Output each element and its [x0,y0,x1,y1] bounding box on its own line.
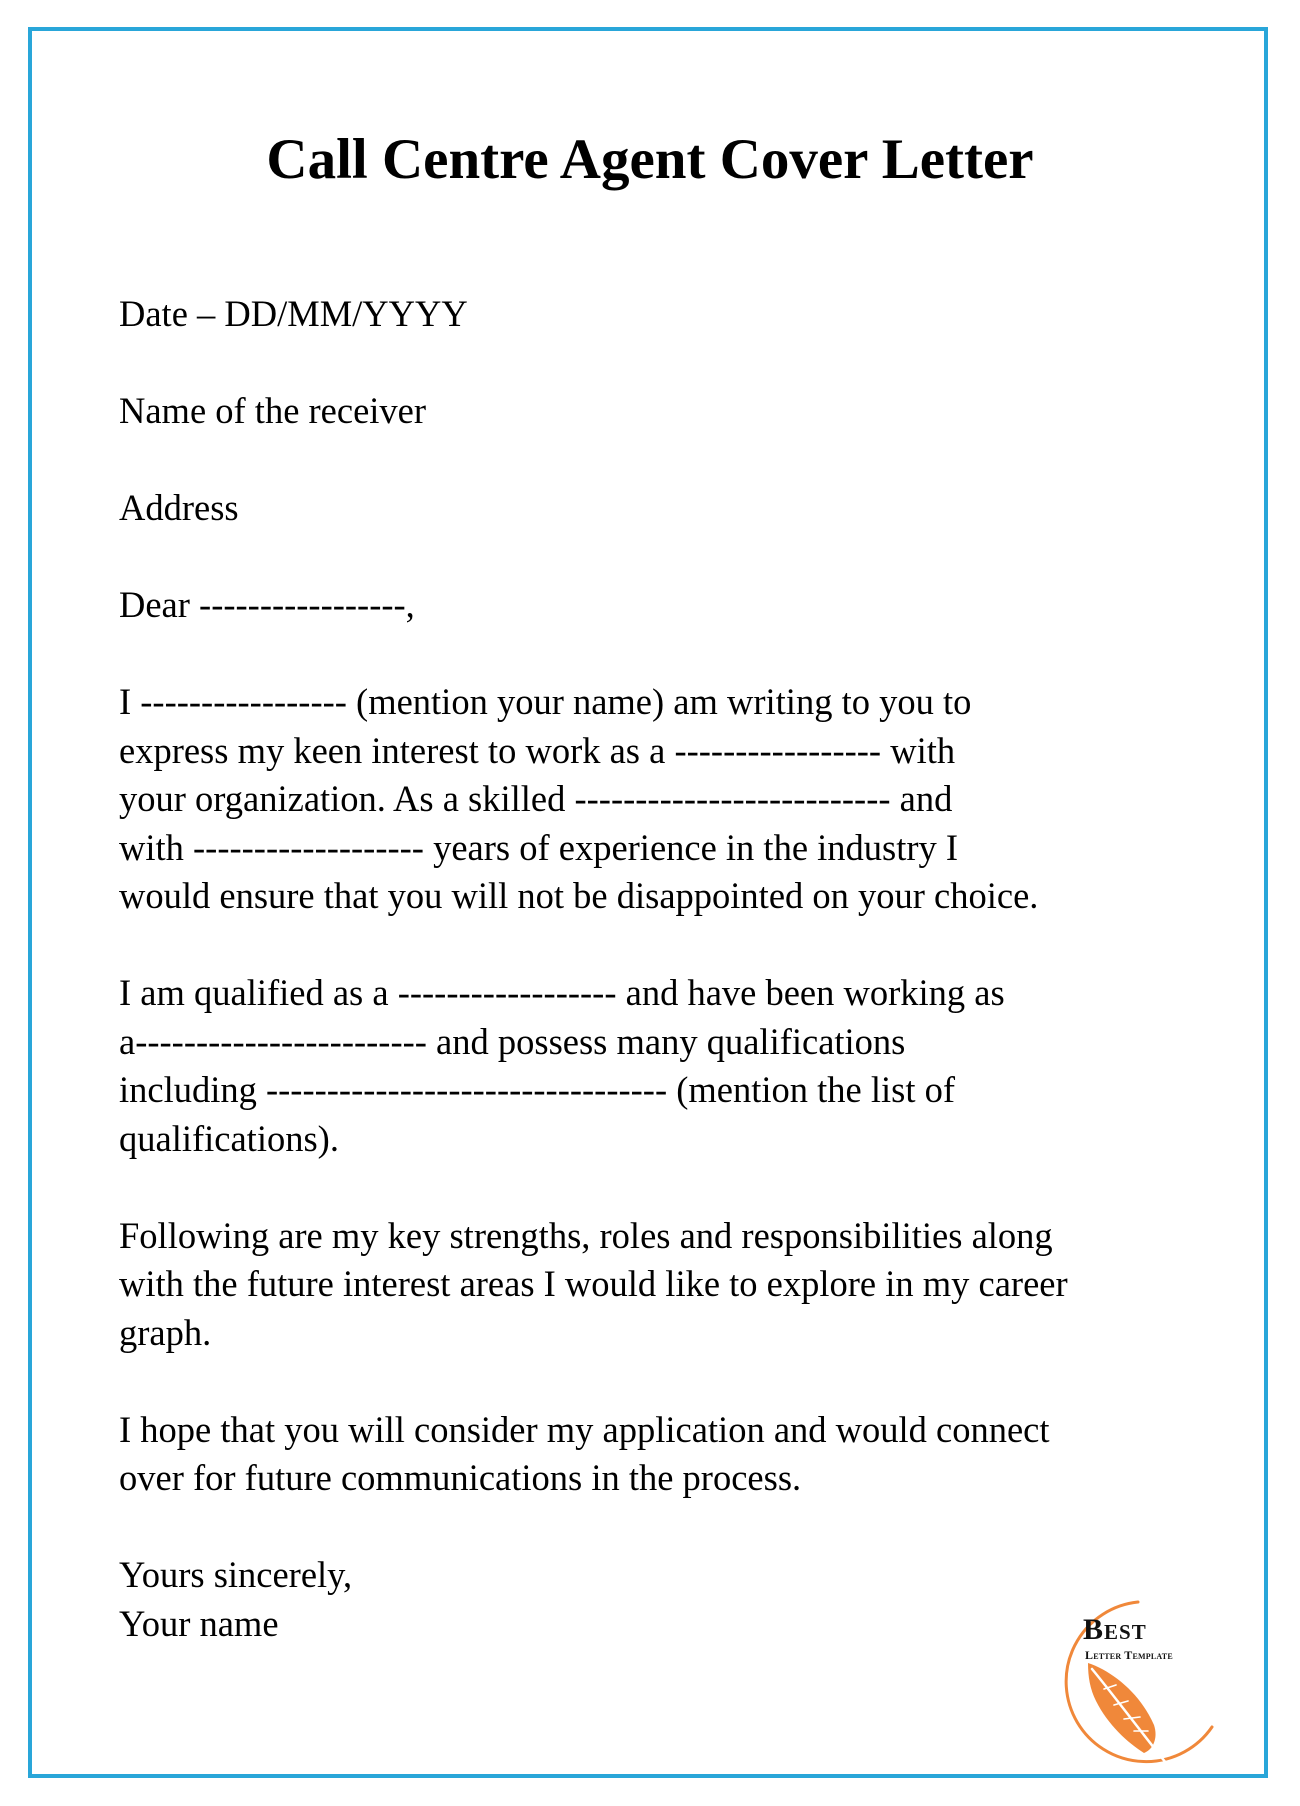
text-line: I hope that you will consider my application and would connect [119,1408,1050,1450]
text-line: graph. [119,1311,212,1353]
text-line: with ------------------- years of experience in the industry I [119,826,959,868]
paragraph-qualifications [119,969,1239,1163]
text-line: express my keen interest to work as a ----------------- with [119,729,956,771]
logo-brand-bottom: Letter Template [1085,1648,1173,1662]
text-line: I am qualified as a ------------------ and have been working as [119,972,1005,1013]
letter-body [119,290,1239,1697]
signature-line: Your name [119,1602,279,1644]
logo-wordmark [1083,1615,1263,1661]
text-line: a------------------------ and possess many qualifications [119,1020,906,1062]
salutation: Dear -----------------, [119,584,415,625]
address-line: Address [119,487,239,528]
date-line: Date – DD/MM/YYYY [119,293,468,334]
text-line: with the future interest areas I would like to explore in my career [119,1263,1068,1304]
paragraph-closing-request [119,1406,1239,1503]
paragraph-strengths [119,1212,1239,1358]
text-line: would ensure that you will not be disappointed on your choice. [119,875,1039,916]
text-line: over for future communications in the process. [119,1457,802,1498]
text-line: Following are my key strengths, roles and responsibilities along [119,1214,1053,1256]
paragraph-intro [119,678,1239,921]
closing-line: Yours sincerely, [119,1554,353,1595]
receiver-line: Name of the receiver [119,390,427,431]
logo-brand-top: Best [1083,1613,1147,1646]
text-line: including --------------------------------- (mention the list of [119,1069,956,1110]
text-line: I ----------------- (mention your name) am writing to you to [119,681,972,722]
text-line: your organization. As a skilled -------------------------- and [119,778,953,819]
text-line: qualifications). [119,1117,339,1159]
letter-title: Call Centre Agent Cover Letter [266,128,1034,191]
